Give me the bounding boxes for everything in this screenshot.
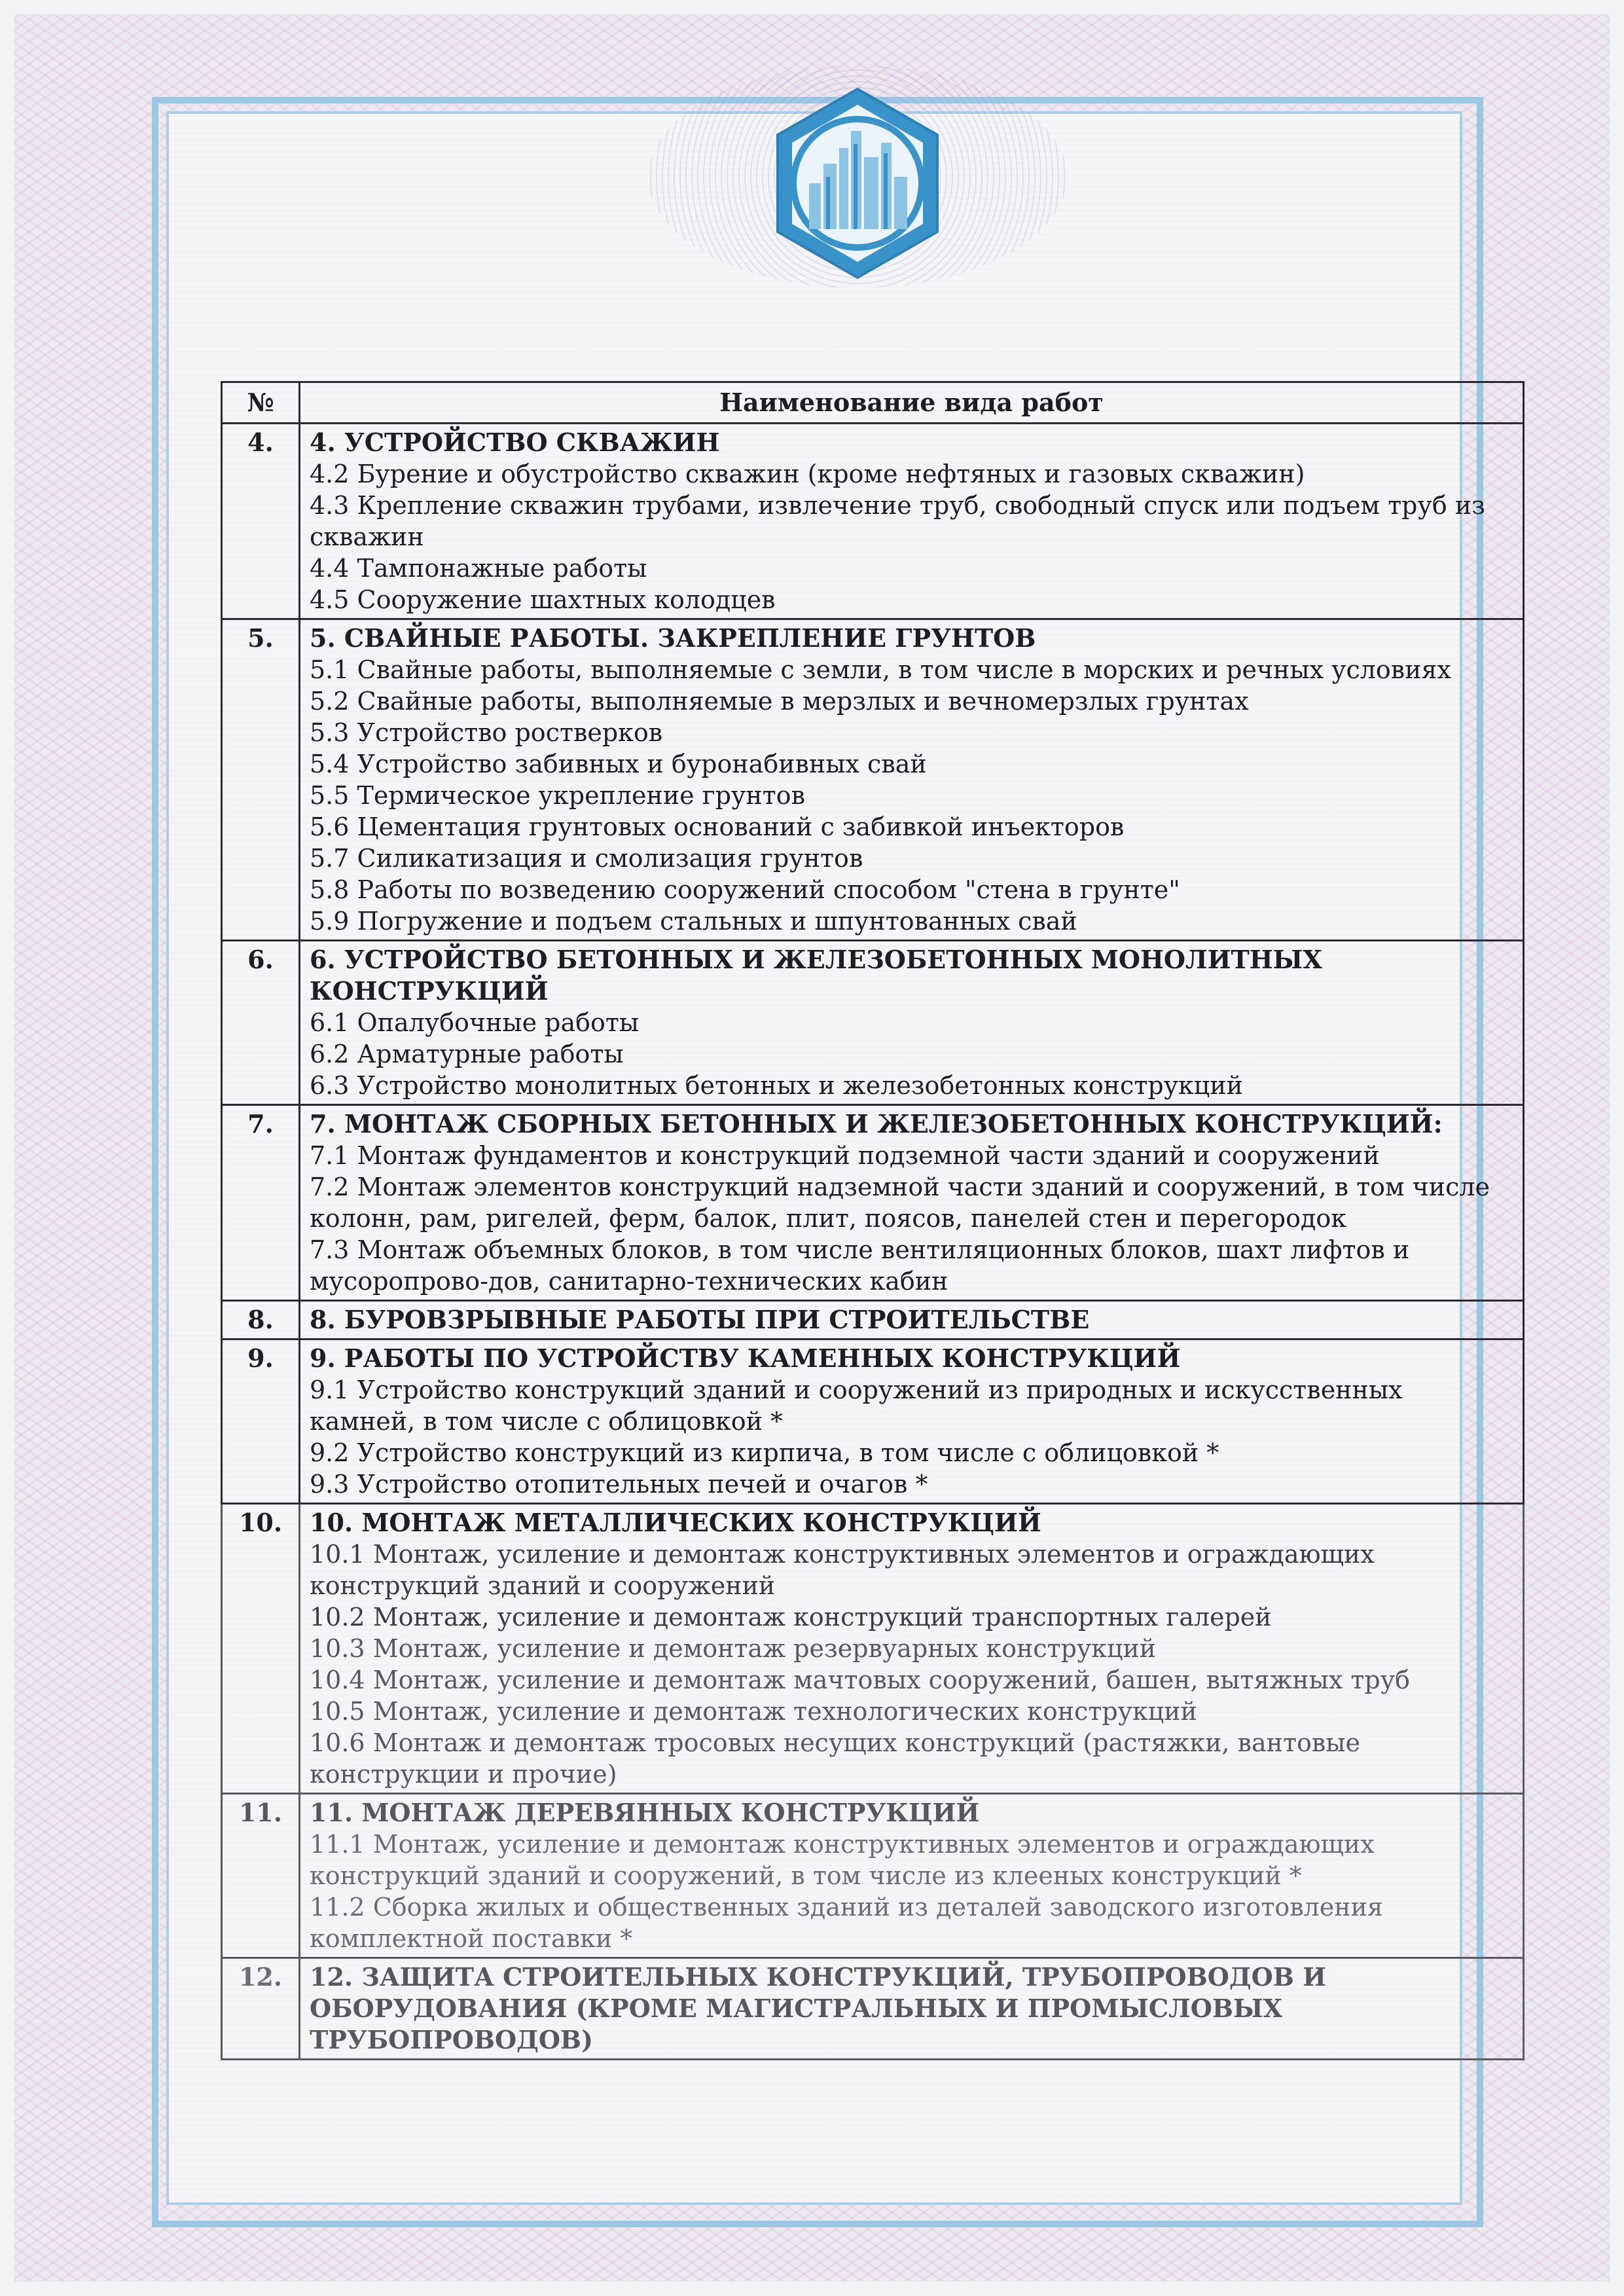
list-item: 5.4 Устройство забивных и буронабивных свай	[310, 750, 927, 778]
row-number: 4.	[222, 424, 300, 619]
table-row	[222, 424, 1524, 619]
table-row	[222, 1105, 1524, 1301]
list-item: 6.3 Устройство монолитных бетонных и железобетонных конструкций	[310, 1071, 1243, 1100]
table-row	[222, 941, 1524, 1105]
list-item: 11.2 Сборка жилых и общественных зданий из деталей заводского изготовления комплектной поставки *	[310, 1893, 1383, 1953]
row-content	[300, 1504, 1524, 1794]
list-item: 5.8 Работы по возведению сооружений способом "стена в грунте"	[310, 875, 1180, 904]
row-content	[300, 1339, 1524, 1504]
list-item: 4.5 Сооружение шахтных колодцев	[310, 585, 776, 614]
section-title: 5. СВАЙНЫЕ РАБОТЫ. ЗАКРЕПЛЕНИЕ ГРУНТОВ	[310, 623, 1036, 653]
list-item: 11.1 Монтаж, усиление и демонтаж конструктивных элементов и ограждающих конструкций зданий и сооружений, в том числе из клееных конструкций *	[310, 1830, 1375, 1890]
table-row	[222, 1794, 1524, 1958]
list-item: 5.1 Свайные работы, выполняемые с земли, в том числе в морских и речных условиях	[310, 655, 1451, 684]
list-item: 7.2 Монтаж элементов конструкций надземной части зданий и сооружений, в том числе колонн, рам, ригелей, ферм, балок, плит, поясов, панелей стен и перегородок	[310, 1173, 1490, 1233]
list-item: 10.6 Монтаж и демонтаж тросовых несущих конструкций (растяжки, вантовые конструкции и прочие)	[310, 1728, 1360, 1789]
list-item: 7.1 Монтаж фундаментов и конструкций подземной части зданий и сооружений	[310, 1141, 1380, 1170]
row-content	[300, 424, 1524, 619]
row-content	[300, 1794, 1524, 1958]
row-number: 10.	[222, 1504, 300, 1794]
list-item: 9.2 Устройство конструкций из кирпича, в том числе с облицовкой *	[310, 1438, 1219, 1467]
section-title: 7. МОНТАЖ СБОРНЫХ БЕТОННЫХ И ЖЕЛЕЗОБЕТОННЫХ КОНСТРУКЦИЙ:	[310, 1109, 1443, 1139]
row-number: 7.	[222, 1105, 300, 1301]
row-number: 8.	[222, 1301, 300, 1339]
list-item: 5.5 Термическое укрепление грунтов	[310, 781, 805, 810]
emblem	[740, 39, 975, 314]
table-row	[222, 1339, 1524, 1504]
row-content	[300, 941, 1524, 1105]
list-item: 5.7 Силикатизация и смолизация грунтов	[310, 844, 863, 873]
row-number: 11.	[222, 1794, 300, 1958]
list-item: 7.3 Монтаж объемных блоков, в том числе вентиляционных блоков, шахт лифтов и мусоропрово-дов, санитарно-технических кабин	[310, 1235, 1410, 1296]
list-item: 10.3 Монтаж, усиление и демонтаж резервуарных конструкций	[310, 1634, 1157, 1663]
column-header-name: Наименование вида работ	[300, 382, 1524, 424]
row-content	[300, 619, 1524, 941]
work-types-table	[221, 381, 1525, 2060]
row-number: 12.	[222, 1958, 300, 2060]
table-row	[222, 1504, 1524, 1794]
table-row	[222, 1301, 1524, 1339]
row-content	[300, 1958, 1524, 2060]
row-number: 6.	[222, 941, 300, 1105]
table-row	[222, 619, 1524, 941]
section-title: 12. ЗАЩИТА СТРОИТЕЛЬНЫХ КОНСТРУКЦИЙ, ТРУБОПРОВОДОВ И ОБОРУДОВАНИЯ (КРОМЕ МАГИСТРАЛЬНЫХ И ПРОМЫСЛОВЫХ ТРУБОПРОВОДОВ)	[310, 1962, 1327, 2054]
list-item: 6.2 Арматурные работы	[310, 1040, 624, 1068]
column-header-number: №	[222, 382, 300, 424]
row-number: 9.	[222, 1339, 300, 1504]
section-title: 6. УСТРОЙСТВО БЕТОННЫХ И ЖЕЛЕЗОБЕТОННЫХ МОНОЛИТНЫХ КОНСТРУКЦИЙ	[310, 945, 1322, 1006]
list-item: 4.3 Крепление скважин трубами, извлечение труб, свободный спуск или подъем труб из скважин	[310, 491, 1485, 551]
table-row	[222, 1958, 1524, 2060]
list-item: 4.4 Тампонажные работы	[310, 554, 647, 583]
section-title: 4. УСТРОЙСТВО СКВАЖИН	[310, 428, 720, 457]
list-item: 9.3 Устройство отопительных печей и очагов *	[310, 1470, 928, 1499]
list-item: 5.9 Погружение и подъем стальных и шпунтованных свай	[310, 907, 1077, 936]
list-item: 4.2 Бурение и обустройство скважин (кроме нефтяных и газовых скважин)	[310, 460, 1305, 488]
list-item: 10.2 Монтаж, усиление и демонтаж конструкций транспортных галерей	[310, 1603, 1272, 1631]
section-title: 11. МОНТАЖ ДЕРЕВЯННЫХ КОНСТРУКЦИЙ	[310, 1798, 980, 1827]
list-item: 10.5 Монтаж, усиление и демонтаж технологических конструкций	[310, 1697, 1197, 1726]
section-title: 9. РАБОТЫ ПО УСТРОЙСТВУ КАМЕННЫХ КОНСТРУКЦИЙ	[310, 1343, 1181, 1373]
list-item: 10.4 Монтаж, усиление и демонтаж мачтовых сооружений, башен, вытяжных труб	[310, 1666, 1410, 1694]
list-item: 10.1 Монтаж, усиление и демонтаж конструктивных элементов и ограждающих конструкций зданий и сооружений	[310, 1540, 1375, 1600]
section-title: 8. БУРОВЗРЫВНЫЕ РАБОТЫ ПРИ СТРОИТЕЛЬСТВЕ	[310, 1305, 1090, 1334]
row-content	[300, 1301, 1524, 1339]
list-item: 5.2 Свайные работы, выполняемые в мерзлых и вечномерзлых грунтах	[310, 687, 1249, 716]
list-item: 5.3 Устройство ростверков	[310, 718, 663, 747]
list-item: 5.6 Цементация грунтовых оснований с забивкой инъекторов	[310, 812, 1125, 841]
row-number: 5.	[222, 619, 300, 941]
city-skyline-emblem-icon	[766, 85, 949, 282]
row-content	[300, 1105, 1524, 1301]
table-header-row	[222, 382, 1524, 424]
list-item: 6.1 Опалубочные работы	[310, 1008, 640, 1037]
section-title: 10. МОНТАЖ МЕТАЛЛИЧЕСКИХ КОНСТРУКЦИЙ	[310, 1508, 1041, 1537]
list-item: 9.1 Устройство конструкций зданий и сооружений из природных и искусственных камней, в том числе с облицовкой *	[310, 1376, 1403, 1436]
